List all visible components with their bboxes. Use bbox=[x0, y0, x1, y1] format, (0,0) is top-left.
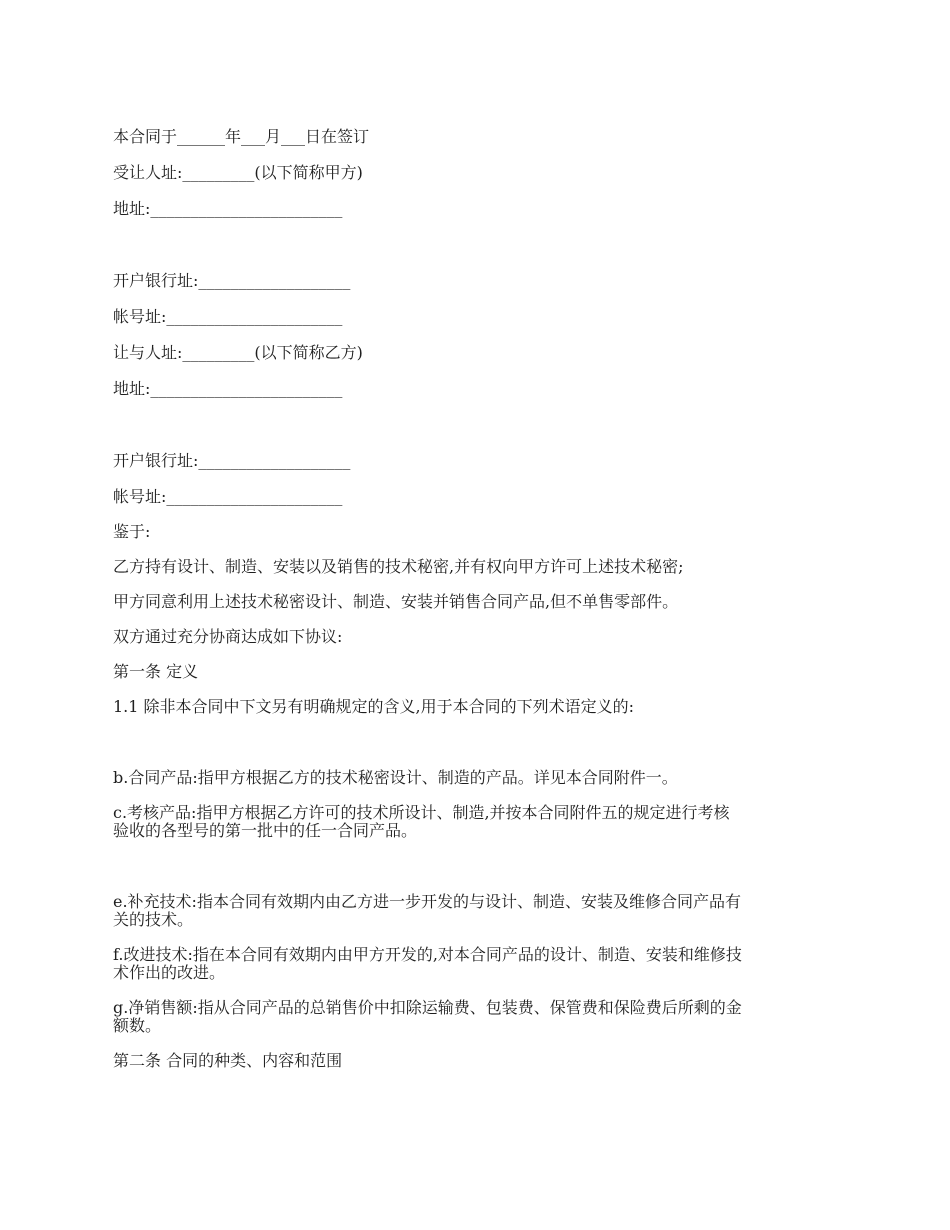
definition-e-line-1: e.补充技术:指本合同有效期内由乙方进一步开发的与设计、制造、安装及维修合同产品有 bbox=[113, 892, 741, 911]
party-b-bank-line: 开户银行址:___________________ bbox=[113, 451, 351, 470]
definition-e-line-2: 关的技术。 bbox=[113, 910, 194, 929]
definition-f-line-2: 术作出的改进。 bbox=[113, 963, 226, 982]
recital-party-a: 甲方同意利用上述技术秘密设计、制造、安装并销售合同产品,但不单售零部件。 bbox=[113, 592, 679, 611]
party-a-bank-line: 开户银行址:___________________ bbox=[113, 271, 351, 290]
assignee-address-line: 受让人址:_________(以下简称甲方) bbox=[113, 163, 363, 182]
article-2-heading: 第二条 合同的种类、内容和范围 bbox=[113, 1051, 343, 1070]
definition-g-line-1: g.净销售额:指从合同产品的总销售价中扣除运输费、包装费、保管费和保险费后所剩的金 bbox=[113, 998, 742, 1017]
party-a-address-line: 地址:________________________ bbox=[113, 199, 343, 218]
definition-g-line-2: 额数。 bbox=[113, 1016, 162, 1035]
signing-date-line: 本合同于______年___月___日在签订 bbox=[113, 127, 370, 146]
clause-1-1: 1.1 除非本合同中下文另有明确规定的含义,用于本合同的下列术语定义的: bbox=[113, 697, 635, 716]
assignor-address-line: 让与人址:_________(以下简称乙方) bbox=[113, 343, 363, 362]
party-a-account-line: 帐号址:______________________ bbox=[113, 307, 343, 326]
recital-party-b: 乙方持有设计、制造、安装以及销售的技术秘密,并有权向甲方许可上述技术秘密; bbox=[113, 557, 684, 576]
party-b-account-line: 帐号址:______________________ bbox=[113, 487, 343, 506]
party-b-address-line: 地址:________________________ bbox=[113, 379, 343, 398]
document-body bbox=[113, 122, 833, 1070]
definition-b: b.合同产品:指甲方根据乙方的技术秘密设计、制造的产品。详见本合同附件一。 bbox=[113, 768, 678, 787]
article-1-heading: 第一条 定义 bbox=[113, 662, 199, 681]
definition-c-line-1: c.考核产品:指甲方根据乙方许可的技术所设计、制造,并按本合同附件五的规定进行考核 bbox=[113, 803, 730, 822]
definition-c-line-2: 验收的各型号的第一批中的任一合同产品。 bbox=[113, 821, 418, 840]
agreement-intro: 双方通过充分协商达成如下协议: bbox=[113, 627, 343, 646]
whereas-heading: 鉴于: bbox=[113, 522, 151, 541]
definition-f-line-1: f.改进技术:指在本合同有效期内由甲方开发的,对本合同产品的设计、制造、安装和维修技 bbox=[113, 945, 742, 964]
